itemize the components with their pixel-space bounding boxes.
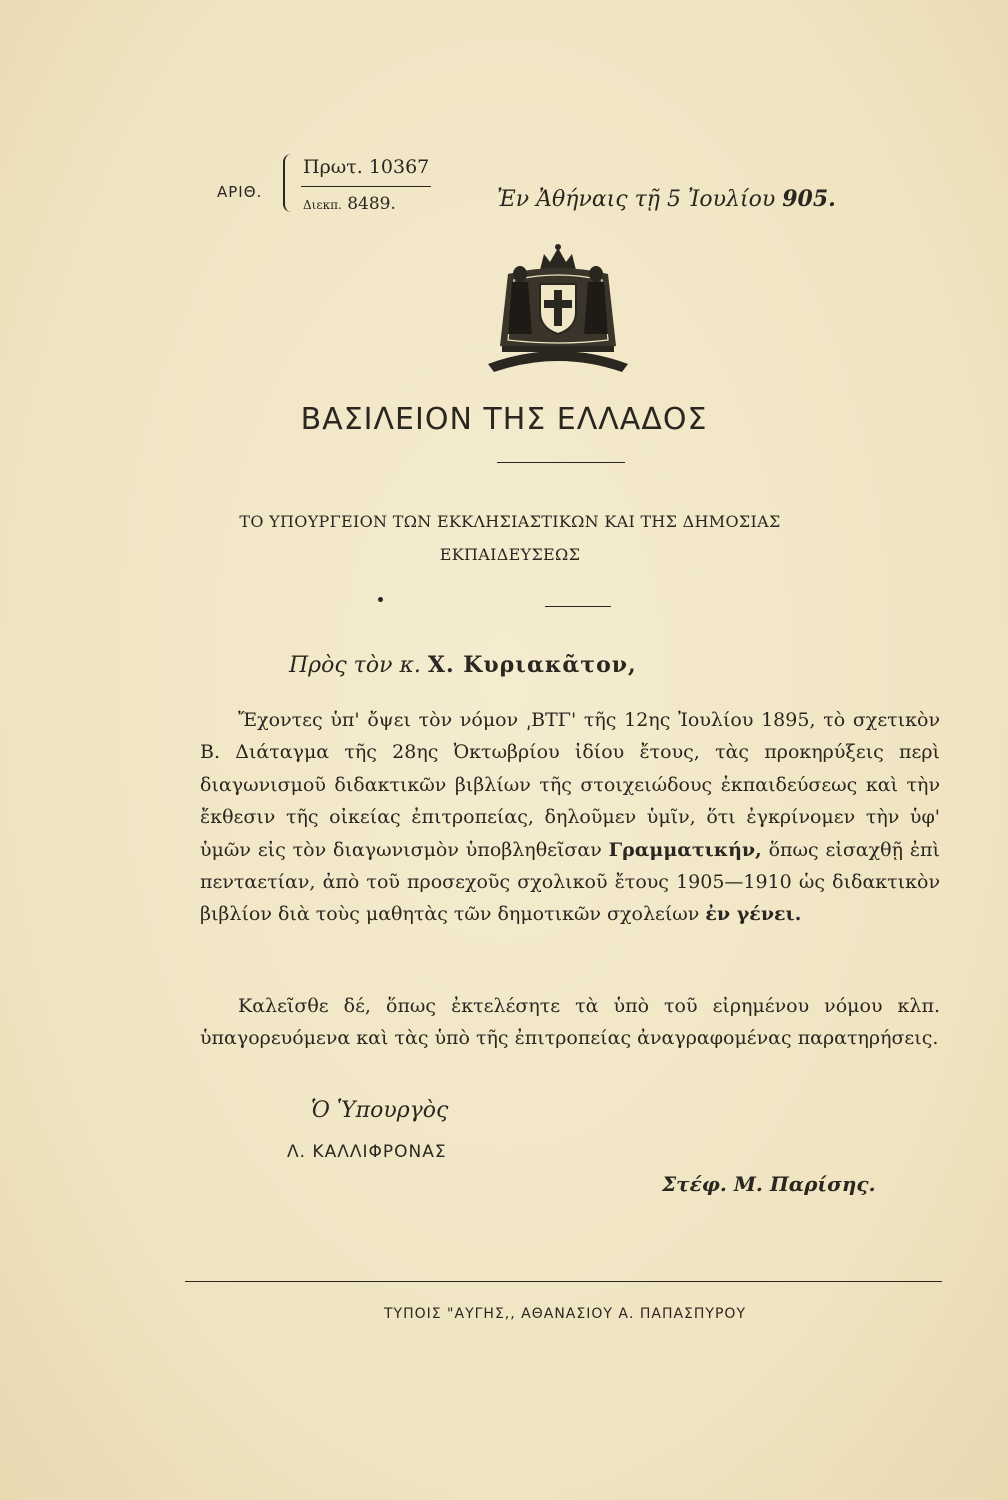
addressee-name: Χ. Κυριακᾶτον, [427, 652, 637, 678]
ornament-dot [378, 597, 383, 602]
heading-divider [497, 462, 625, 463]
dispatch-value: 8489. [347, 194, 396, 214]
body-part-1: Ἔχοντες ὑπ' ὄψει τὸν νόμον ͵ΒΤΓ' τῆς 12ης Ἰουλίου 1895, τὸ σχετικὸν Β. Διάταγμα τῆς 28ης Ὀκτωβρίου ἰδίου ἔτους, τὰς προκηρύξεις περὶ διαγωνισμοῦ διδακτικῶν βιβλίων τῆς στοιχειώδους ἐκπαιδεύσεως καὶ τὴν ἔκθεσιν τῆς οἰκείας ἐπιτροπείας, δηλοῦμεν ὑμῖν, ὅτι ἐγκρίνομεν τὴν ὑφ' ὑμῶν εἰς τὸν διαγωνισμὸν ὑποβληθεῖσαν [200, 709, 940, 861]
closing-text: Καλεῖσθε δέ, ὅπως ἐκτελέσητε τὰ ὑπὸ τοῦ εἰρημένου νόμου κλπ. ὑπαγορευόμενα καὶ τὰς ὑπὸ τῆς ἐπιτροπείας ἀναγραφομένας παρατηρήσεις. [200, 995, 940, 1050]
addressee [289, 652, 637, 678]
minister-name: Λ. ΚΑΛΛΙΦΡΟΝΑΣ [287, 1142, 447, 1162]
printer-imprint: ΤΥΠΟΙΣ "ΑΥΓΗΣ,, ΑΘΑΝΑΣΙΟΥ Α. ΠΑΠΑΣΠΥΡΟΥ [383, 1306, 746, 1322]
document-date [497, 186, 836, 212]
section-divider [545, 606, 611, 607]
reference-block [205, 150, 445, 220]
ministry-heading [0, 505, 1008, 571]
body-emphasis: ἐν γένει. [705, 903, 802, 926]
body-part-2: ὅπως εἰσαχθῇ ἐπὶ πενταετίαν, ἀπὸ τοῦ προσεχοῦς σχολικοῦ ἔτους 1905—1910 ὡς διδακτικὸν βιβλίον διὰ τοὺς μαθητὰς τῶν δημοτικῶν σχολείων [200, 838, 940, 926]
addressee-prefix: Πρὸς τὸν κ. [289, 653, 421, 678]
kingdom-heading: ΒΑΣΙΛΕΙΟΝ ΤΗΣ ΕΛΛΑΔΟΣ [300, 402, 708, 437]
ministry-line-2: ΕΚΠΑΙΔΕΥΣΕΩΣ [439, 545, 581, 564]
secretary-signature: Στέφ. Μ. Παρίσης. [662, 1172, 876, 1196]
letter-body [200, 704, 940, 931]
dispatch-number [303, 194, 396, 214]
royal-coat-of-arms-icon [478, 242, 638, 380]
letter-closing [200, 990, 940, 1055]
date-place: Ἐν Ἀθήναις τῇ 5 Ἰουλίου [497, 187, 776, 212]
ministry-line-1: ΤΟ ΥΠΟΥΡΓΕΙΟΝ ΤΩΝ ΕΚΚΛΗΣΙΑΣΤΙΚΩΝ ΚΑΙ ΤΗΣ ΔΗΜΟΣΙΑΣ [239, 512, 781, 531]
book-title: Γραμματικήν, [608, 838, 762, 861]
dispatch-prefix: Διεκπ. [303, 198, 342, 212]
reference-label: ΑΡΙΘ. [217, 183, 263, 201]
date-year: 905. [782, 186, 836, 212]
reference-divider [301, 186, 431, 187]
reference-brace [283, 154, 295, 212]
minister-title: Ὁ Ὑπουργὸς [311, 1098, 449, 1123]
protocol-number: Πρωτ. 10367 [303, 156, 430, 178]
footer-divider [185, 1281, 942, 1282]
